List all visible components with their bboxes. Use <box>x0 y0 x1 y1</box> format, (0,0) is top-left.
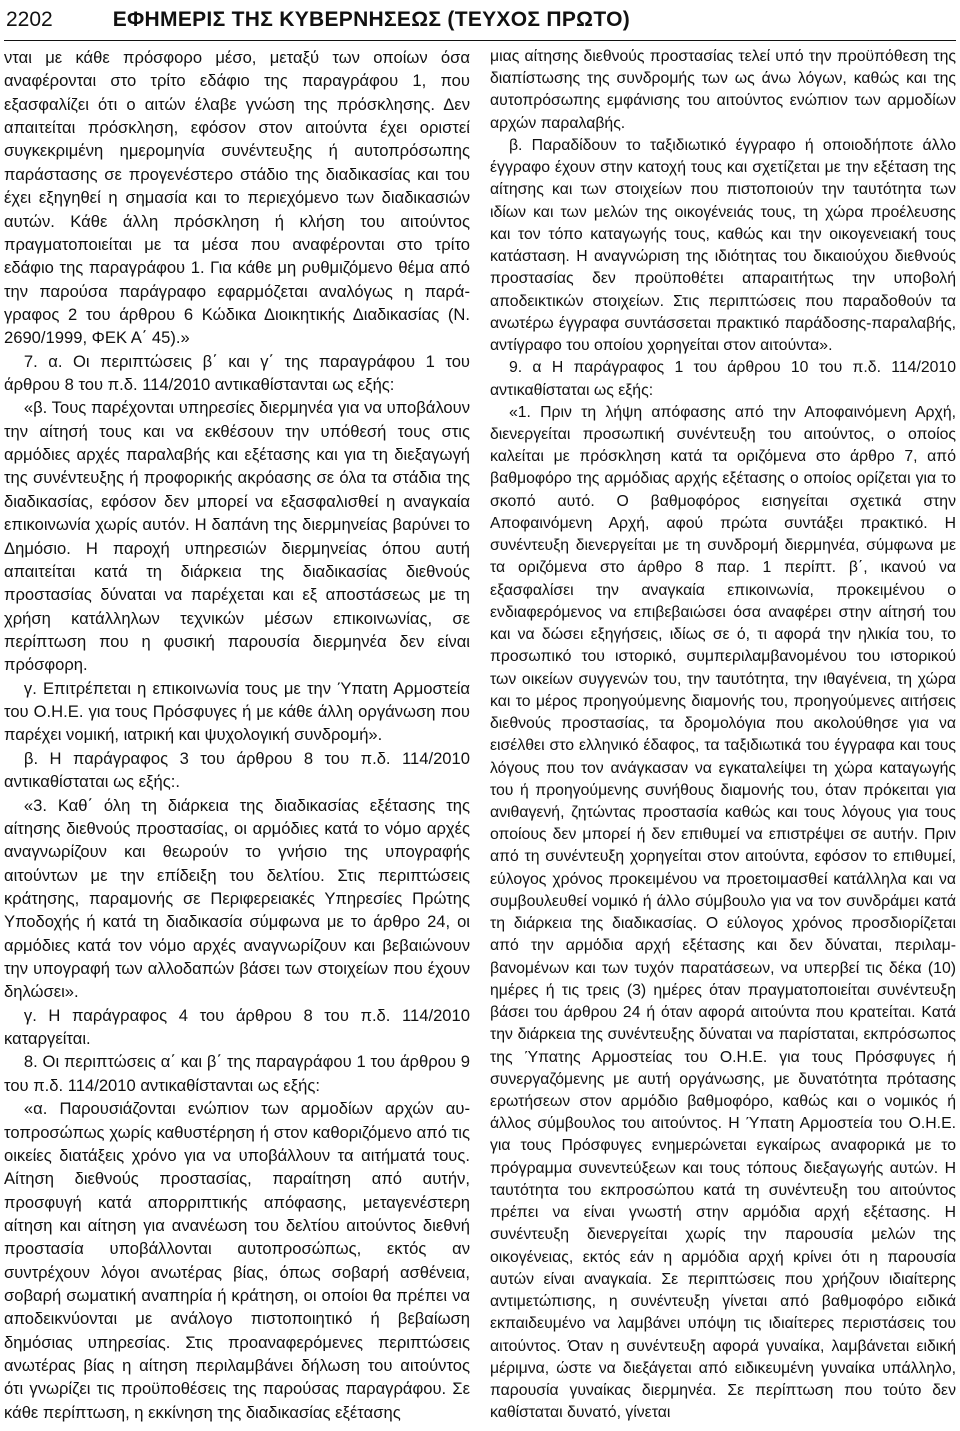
paragraph: «α. Παρουσιάζονται ενώπιον των αρμοδίων αρχών αυτοπροσώπως χωρίς καθυστέρηση ή στον καθοριζόμενο από τις οικείες διατάξεις χρόνο για να υποβάλλουν τα αιτήματά τους. Αίτηση διεθνούς προστασίας, παραίτηση από αυτήν, προσφυγή κατά απορριπτικής απόφασης, μεταγενέστερη αίτηση και αίτηση για ανανέωση του δελτίου αιτούντος διεθνή προστασία υποβάλλονται αυτοπροσώπως, εκτός αν συντρέχουν λόγοι ανωτέρας βίας, όπως σοβαρή ασθένεια, σοβαρή σωματική αναπηρία ή κράτηση, οι οποίοι θα πρέπει να αποδεικνύονται με ανάλογο πιστοποιητικό ή βεβαίωση δημόσιας υπηρεσίας. Στις προαναφερόμενες περιπτώσεις ανωτέρας βίας η αίτηση περιλαμβάνει δήλωση του αιτούντος ότι γνωρίζει τις προϋποθέσεις της παρούσας παραγράφου. Σε κάθε περίπτωση, η εκκίνηση της διαδικασίας εξέτασης <box>4 1099 470 1422</box>
paragraph: «1. Πριν τη λήψη απόφασης από την Αποφαινόμενη Αρχή, διενεργείται προσωπική συνέντευξη του αιτούντος, ο οποίος καλείται με πρόσκληση κατά τα οριζόμενα στο άρθρο 7, από βαθμοφόρο της αρμόδιας αρχής εξέτασης ο οποίος ορίζεται για το σκοπό αυτό. Ο βαθμοφόρος εισηγείται σχετικά στην Αποφαινόμενη Αρχή, αφού πρώτα συντάξει πρακτικό. Η συνέντευξη διενεργείται με τη συνδρομή διερμηνέα, σύμφωνα με τα οριζόμενα στο άρθρο 8 παρ. 1 περίπτ. β΄, ικανού να εξασφαλίσει την αναγκαία επικοινωνία, προκειμένου ο ενδιαφερόμενος να επιβεβαιώσει όσα αναφέρει στην αίτησή του και να δώσει εξηγήσεις, ιδίως σε ό, τι αφορά την ηλικία του, το προσωπικό του ιστορικό, συμπεριλαμβανομένου του ιστορικού των οικείων συγγενών του, την ταυτότητα, την ιθαγένεια, τη χώρα και το μέρος προηγούμενης διαμονής του, προηγούμενες αιτήσεις διεθνούς προστασίας, τα δρομολόγια που ακολούθησε για να εισέλθει στο ελληνικό έδαφος, τα ταξιδιωτικά του έγγραφα και τους λόγους που τον ανάγκασαν να εγκαταλείψει τη χώρα καταγωγής του ή προηγούμενης συνήθους διαμονής του, όταν πρόκειται για ανιθαγενή, ζητώντας προστασία καθώς και τους λόγους για τους οποίους δεν μπορεί ή δεν επιθυμεί να επιστρέψει σε αυτήν. Πριν από τη συνέντευξη χορηγείται στον αιτούντα, εφόσον το επιθυμεί, εύλογος χρόνος προκειμένου να προετοιμασθεί κατάλληλα και να συμβουλευθεί νομικό ή άλλο σύμβουλο για να τον συνδράμει κατά τη διάρκεια της διαδικασίας. Ο εύλογος χρόνος προσδιορίζεται από την αρμόδια αρχή εξέτασης και δεν δύναται, περιλαμβανομένων και των τυχόν παρατάσεων, να υπερβεί τις δέκα (10) ημέρες ή τις τρεις (3) ημέρες όταν πραγματοποιείται συνέντευξη βάσει του άρθρου 24 ή όταν αφορά αιτούντα που κρατείται. Κατά την διάρκεια της συνέντευξης δύναται να παρίσταται, εκπρόσωπος της Ύπατης Αρμοστείας του Ο.Η.Ε. για τους Πρόσφυγες ή συνεργαζόμενης με αυτή οργάνωσης, με δυνατότητα πρότασης ερωτήσεων στον αρμόδιο βαθμοφόρο, καθώς και ο νομικός ή άλλος σύμβουλος του αιτούντος. Η Ύπατη Αρμοστεία του Ο.Η.Ε. για τους Πρόσφυγες ενημερώνεται εγκαίρως αναφορικά με το πρόγραμμα συνεντεύξεων και τους τόπους διεξαγωγής αυτών. Η ταυτότητα του εκπροσώπου κατά τη συνέντευξη του αιτούντος πρέπει να είναι γνωστή στην αρμόδια αρχή εξέτασης. Η συνέντευξη διενεργείται χωρίς την παρουσία μελών της οικογένειας, εκτός εάν η αρμόδια αρχή κρίνει ότι η παρουσία αυτών είναι αναγκαία. Σε περιπτώσεις που χρήζουν ιδιαίτερης αντιμετώπισης, η συνέντευξη γίνεται από βαθμοφόρο ειδικά εκπαιδευμένο να λαμβάνει υπόψη τις ιδιαίτερες περιστάσεις του αιτούντος. Όταν η συνέντευξη αφορά γυναίκα, λαμβάνεται ειδική μέριμνα, ώστε να διεξάγεται από ειδικευμένη γυναίκα υπάλληλο, παρουσία γυναίκας διερμηνέα. Σε περίπτωση που τούτο δεν καθίσταται δυνατό, γίνεται <box>490 403 956 1422</box>
left-column <box>4 46 470 1424</box>
paragraph: μιας αίτησης διεθνούς προστασίας τελεί υπό την προϋπόθεση της διαπίστωσης της συνδρομής των ως άνω λόγων, καθώς και της αυτοπρόσωπης εμφάνισης του αιτούντος ενώπιον των αρμοδίων αρχών παραλαβής. <box>490 48 956 132</box>
paragraph: γ. Η παράγραφος 4 του άρθρου 8 του π.δ. 114/2010 καταργείται. <box>4 1005 470 1049</box>
paragraph: «β. Τους παρέχονται υπηρεσίες διερμηνέα για να υποβάλουν την αίτησή τους και να εκθέσουν την υπόθεσή τους στις αρμόδιες αρχές παραλαβής και εξέτασης και για τη διεξαγωγή της συνέντευξης ή προφορικής ακρόασης σε όλα τα στάδια της διαδικασίας, εφόσον δεν μπορεί να εξασφαλισθεί η αναγκαία επικοινωνία χωρίς αυτόν. Η δαπάνη της διερμηνείας βαρύνει το Δημόσιο. Η παροχή υπηρεσιών διερμηνείας όπου αυτή απαιτείται κατά τη διάρκεια της διαδικασίας διεθνούς προστασίας δύναται να παρέχεται και εξ αποστάσεως με τη χρήση κατάλληλων τεχνικών μέσων επικοινωνίας, σε περίπτωση που η φυσική παρουσία διερμηνέα δεν είναι πρόσφορη. <box>4 398 470 675</box>
paragraph: 9. α Η παράγραφος 1 του άρθρου 10 του π.δ. 114/2010 αντικαθίσταται ως εξής: <box>490 359 956 399</box>
paragraph: νται με κάθε πρόσφορο μέσο, μεταξύ των οποίων όσα αναφέρονται στο τρίτο εδάφιο της παραγράφου 1, που εξασφαλίζει ότι ο αιτών έλαβε γνώση της πρόσκλησης. Δεν απαιτείται πρόσκληση, εφόσον στον αιτούντα έχει οριστεί συγκεκριμένη ημερομηνία συνέντευξης ή αυτοπρόσωπης παράστασης σε προγενέστερο στάδιο της διαδικασίας και του έχει εξηγηθεί η σημασία και το περιεχόμενο των διαδικασιών αυτών. Κάθε άλλη πρόσκληση ή κλήση του αιτούντος πραγματοποιείται με τα μέσα που αναφέρονται στο τρίτο εδάφιο της παραγράφου 1. Για κάθε μη ρυθμιζόμενο θέμα από την παρούσα παράγραφο εφαρμόζεται αναλόγως η παράγραφος 2 του άρθρου 6 Κώδικα Διοικητικής Διαδικασίας (Ν. 2690/1999, ΦΕΚ Α΄ 45).» <box>4 48 470 348</box>
paragraph: β. Η παράγραφος 3 του άρθρου 8 του π.δ. 114/2010 αντικαθίσταται ως εξής:. <box>4 748 470 792</box>
gazette-title: ΕΦΗΜΕΡΙΣ ΤΗΣ ΚΥΒΕΡΝΗΣΕΩΣ (ΤΕΥΧΟΣ ΠΡΩΤΟ) <box>112 8 630 31</box>
page-header <box>4 0 956 41</box>
paragraph: 8. Οι περιπτώσεις α΄ και β΄ της παραγράφου 1 του άρθρου 9 του π.δ. 114/2010 αντικαθίστανται ως εξής: <box>4 1052 470 1095</box>
paragraph: 7. α. Οι περιπτώσεις β΄ και γ΄ της παραγράφου 1 του άρθρου 8 του π.δ. 114/2010 αντικαθίστανται ως εξής: <box>4 351 470 395</box>
right-column <box>490 46 956 1425</box>
paragraph: «3. Καθ΄ όλη τη διάρκεια της διαδικασίας εξέτασης της αίτησης διεθνούς προστασίας, οι αρμόδιες κατά το νόμο αρχές αναγνωρίζουν και θεωρούν το γνήσιο της υπογραφής αιτούντων με την επίδειξη του δελτίου. Στις περιπτώσεις κράτησης, παραμονής σε Περιφερειακές Υπηρεσίες Πρώτης Υποδοχής ή κατά τη διαδικασία σύμφωνα με το άρθρο 24, οι αρμόδιες κατά τον νόμο αρχές αναγνωρίζουν και βεβαιώνουν την υπογραφή των αλλοδαπών βάσει των στοιχείων που έχουν δηλώσει». <box>4 795 470 1002</box>
paragraph: β. Παραδίδουν το ταξιδιωτικό έγγραφο ή οποιοδήποτε άλλο έγγραφο έχουν στην κατοχή τους και σχετίζεται με την εξέταση της αίτησης και των στοιχείων που πιστοποιούν την ταυτότητα των ιδίων και των μελών της οικογένειάς τους, τη χώρα προέλευσης και τον τόπο καταγωγής τους, καθώς και την οικογενειακή τους κατάσταση. Η αναγνώριση της ιδιότητας του δικαιούχου διεθνούς προστασίας δεν προϋποθέτει απαραιτήτως την υποβολή αποδεικτικών στοιχείων. Στις περιπτώσεις που παραδοθούν τα ανωτέρω έγγραφα συντάσσεται πρακτικό παράδοσης-παραλαβής, αντίγραφο του οποίου χορηγείται στον αιτούντα». <box>490 136 956 355</box>
paragraph: γ. Επιτρέπεται η επικοινωνία τους με την Ύπατη Αρμοστεία του Ο.Η.Ε. για τους Πρόσφυγες ή με κάθε άλλη οργάνωση που παρέχει νομική, ιατρική και ψυχολογική συνδρομή». <box>4 678 470 745</box>
page-number: 2202 <box>6 8 53 31</box>
